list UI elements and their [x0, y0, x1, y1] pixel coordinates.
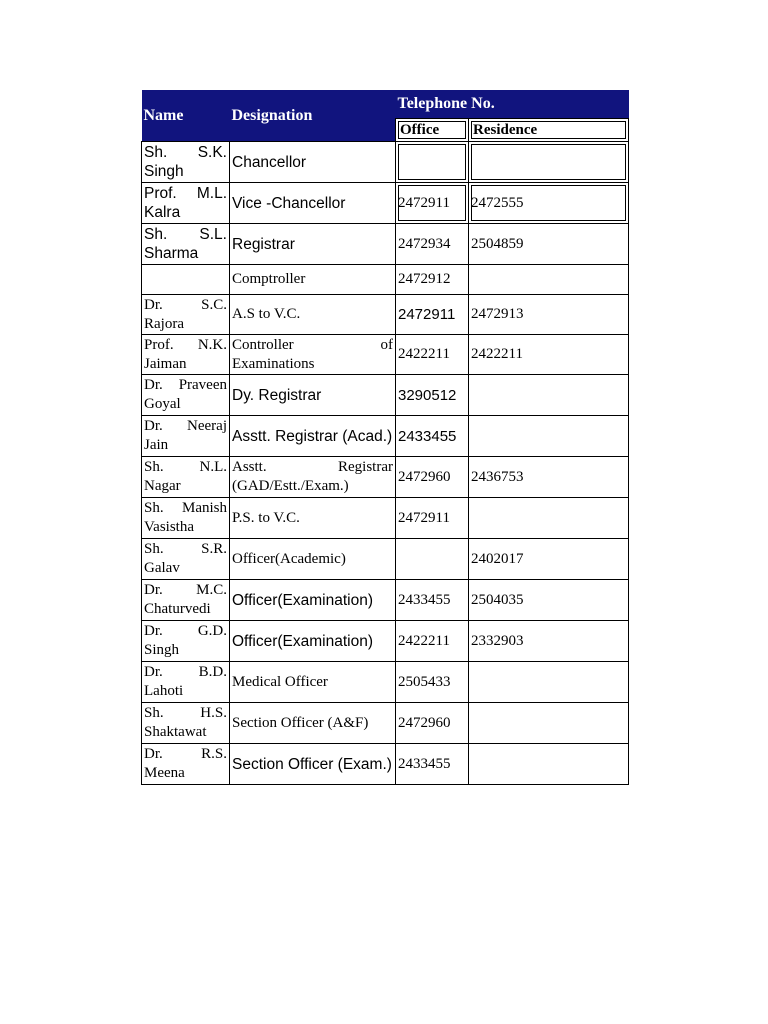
residence-phone: 2332903 — [469, 621, 629, 662]
official-name: Dr. Neeraj Jain — [142, 416, 230, 457]
office-phone: 2472934 — [396, 224, 469, 265]
residence-phone: 2504035 — [469, 580, 629, 621]
table-row — [142, 224, 629, 265]
office-phone: 2433455 — [396, 580, 469, 621]
office-phone: 2433455 — [396, 416, 469, 457]
table-row — [142, 662, 629, 703]
official-designation: Section Officer (A&F) — [230, 703, 396, 744]
residence-phone — [469, 703, 629, 744]
table-row — [142, 142, 629, 183]
official-designation: Officer(Academic) — [230, 539, 396, 580]
residence-phone: 2472555 — [469, 183, 629, 224]
telephone-header: Telephone No. — [397, 95, 495, 112]
official-name: Prof. M.L. Kalra — [142, 183, 230, 224]
official-name: Dr. R.S. Meena — [142, 744, 230, 785]
office-phone: 2422211 — [396, 621, 469, 662]
table-row — [142, 621, 629, 662]
office-phone: 2422211 — [396, 335, 469, 375]
official-designation: Medical Officer — [230, 662, 396, 703]
table-row — [142, 265, 629, 295]
official-name: Sh. N.L. Nagar — [142, 457, 230, 498]
official-designation: Controller of Examinations — [230, 335, 396, 375]
residence-phone — [469, 744, 629, 785]
residence-phone — [469, 498, 629, 539]
official-name: Dr. M.C. Chaturvedi — [142, 580, 230, 621]
official-designation: Section Officer (Exam.) — [230, 744, 396, 785]
official-designation: Asstt. Registrar (Acad.) — [230, 416, 396, 457]
residence-phone — [469, 142, 629, 183]
residence-phone — [469, 416, 629, 457]
table-row — [142, 744, 629, 785]
table-row — [142, 375, 629, 416]
office-phone: 2505433 — [396, 662, 469, 703]
official-name: Dr. Praveen Goyal — [142, 375, 230, 416]
official-designation: Officer(Examination) — [230, 580, 396, 621]
table-row — [142, 539, 629, 580]
official-designation: Chancellor — [230, 142, 396, 183]
office-phone — [396, 539, 469, 580]
office-phone: 2472912 — [396, 265, 469, 295]
office-phone: 2472911 — [396, 498, 469, 539]
table-row — [142, 498, 629, 539]
residence-phone — [469, 375, 629, 416]
official-name: Sh. S.R. Galav — [142, 539, 230, 580]
office-phone: 2433455 — [396, 744, 469, 785]
official-name: Dr. B.D. Lahoti — [142, 662, 230, 703]
official-name: Dr. S.C. Rajora — [142, 295, 230, 335]
name-header: Name — [143, 106, 184, 124]
official-designation: A.S to V.C. — [230, 295, 396, 335]
official-name: Sh. S.K. Singh — [142, 142, 230, 183]
table-row — [142, 457, 629, 498]
office-header: Office — [396, 119, 469, 142]
header-row — [142, 90, 629, 119]
residence-phone: 2422211 — [469, 335, 629, 375]
official-name: Prof. N.K. Jaiman — [142, 335, 230, 375]
official-designation: Comptroller — [230, 265, 396, 295]
residence-phone — [469, 265, 629, 295]
official-name: Dr. G.D. Singh — [142, 621, 230, 662]
table-row — [142, 335, 629, 375]
residence-header: Residence — [469, 119, 629, 142]
official-designation: Vice -Chancellor — [230, 183, 396, 224]
office-phone: 2472911 — [396, 183, 469, 224]
designation-header: Designation — [231, 106, 313, 124]
official-designation: Officer(Examination) — [230, 621, 396, 662]
official-designation: Dy. Registrar — [230, 375, 396, 416]
official-designation: Registrar — [230, 224, 396, 265]
table-row — [142, 183, 629, 224]
table-row — [142, 580, 629, 621]
office-phone — [396, 142, 469, 183]
table-row — [142, 703, 629, 744]
table-row — [142, 416, 629, 457]
officials-directory-table — [141, 90, 629, 785]
office-phone: 2472960 — [396, 703, 469, 744]
official-name: Sh. S.L. Sharma — [142, 224, 230, 265]
table-row — [142, 295, 629, 335]
official-designation: Asstt. Registrar (GAD/Estt./Exam.) — [230, 457, 396, 498]
official-name: Sh. H.S. Shaktawat — [142, 703, 230, 744]
office-phone: 2472911 — [396, 295, 469, 335]
official-designation: P.S. to V.C. — [230, 498, 396, 539]
residence-phone: 2504859 — [469, 224, 629, 265]
official-name — [142, 265, 230, 295]
residence-phone: 2436753 — [469, 457, 629, 498]
official-name: Sh. Manish Vasistha — [142, 498, 230, 539]
office-phone: 3290512 — [396, 375, 469, 416]
office-phone: 2472960 — [396, 457, 469, 498]
residence-phone: 2472913 — [469, 295, 629, 335]
residence-phone — [469, 662, 629, 703]
residence-phone: 2402017 — [469, 539, 629, 580]
